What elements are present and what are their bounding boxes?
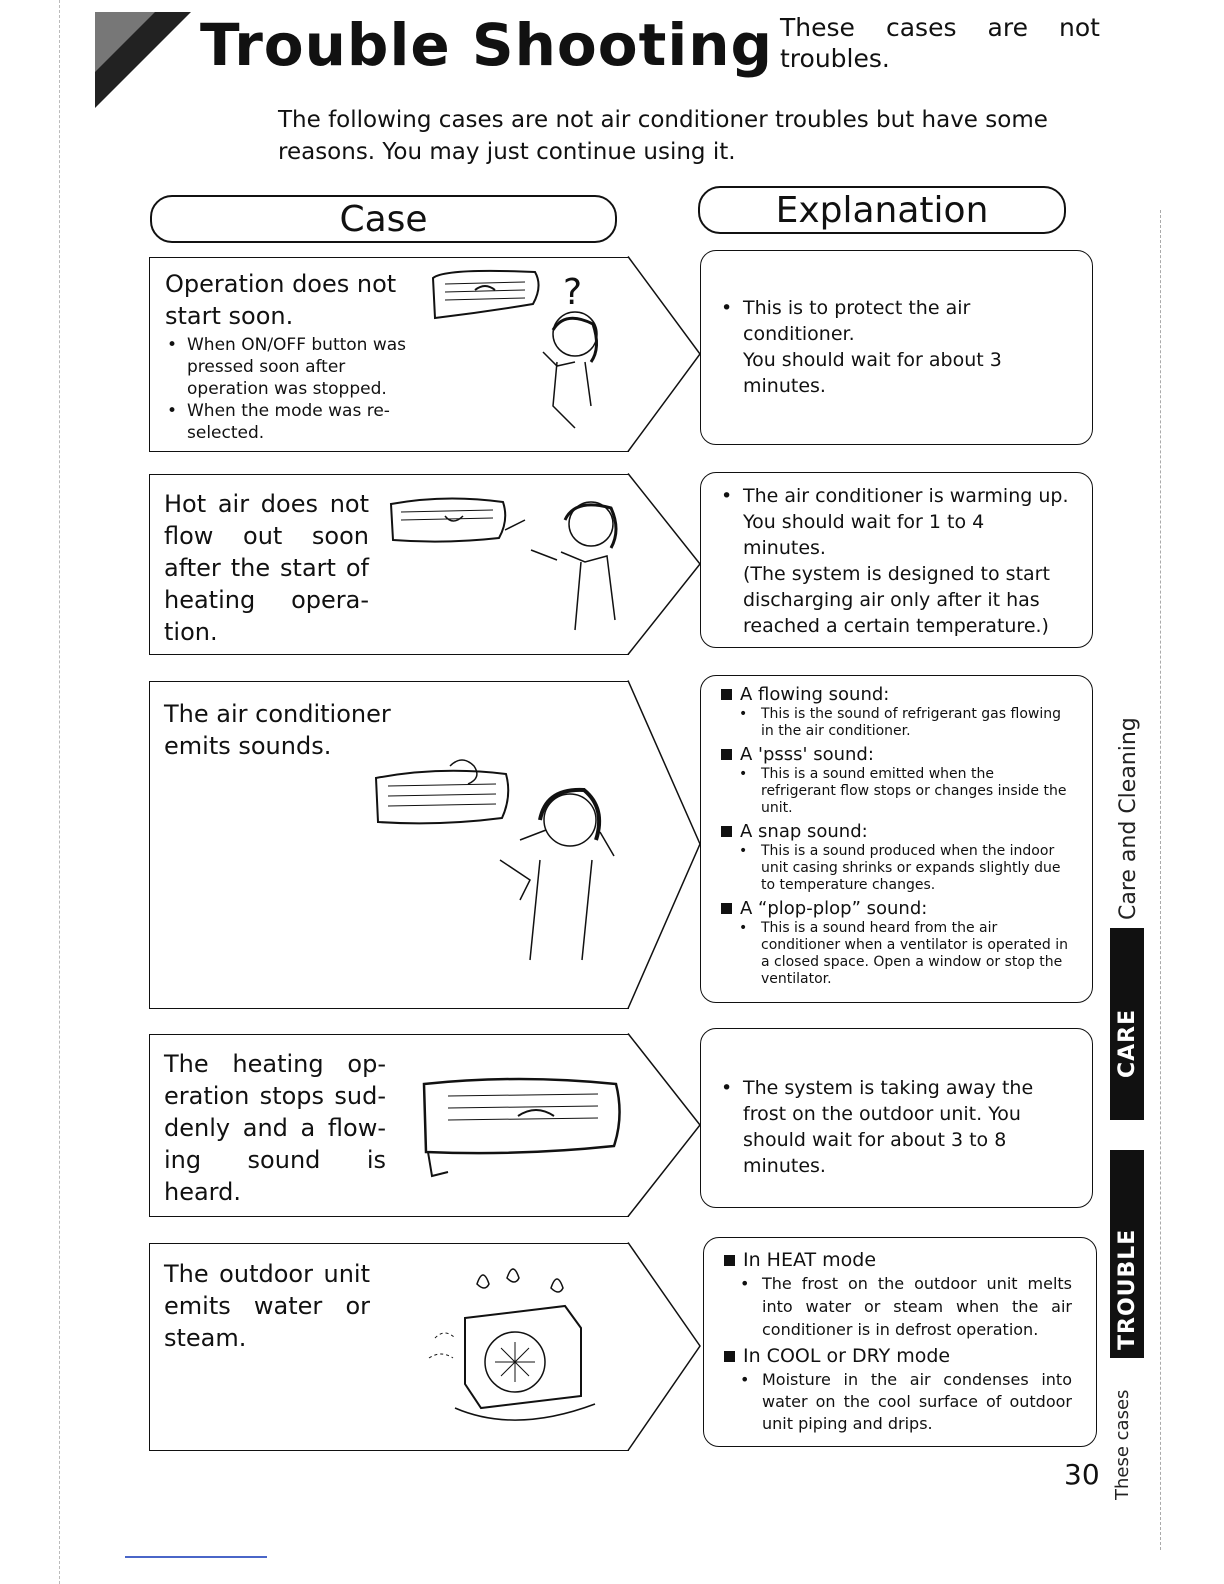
explanation-text: • The air conditioner is warming up. You should wait for 1 to 4 minutes. [721,483,1072,561]
case-title-3: The air conditioner emits sounds. [164,700,391,760]
case-title-5: The outdoor unit emits water or steam. [164,1260,370,1352]
case-text-2 [164,488,369,648]
trouble-tab-label: TROUBLE [1115,1228,1140,1350]
page-title: Trouble Shooting [200,11,774,79]
sound-item-4 [721,898,1068,988]
page-subtitle: These cases are not troubles. [780,13,1100,73]
steaming-outdoor-unit-illustration [425,1258,615,1433]
case-arrow-1 [628,256,708,452]
sound-heading: A “plop-plop” sound: [740,898,928,919]
right-edge-line [1160,210,1162,1550]
page-number: 30 [1064,1458,1100,1491]
sound-item-2 [721,744,1068,817]
case-arrow-5 [628,1242,708,1452]
sad-indoor-unit-illustration [418,1076,628,1186]
square-bullet-icon [724,1351,735,1362]
case-arrow-4 [628,1033,708,1218]
mode-text: • The frost on the outdoor unit melts into water or steam when the air conditioner is in defrost operation. [740,1272,1072,1341]
intro-text: The following cases are not air conditioner troubles but have some reasons. You may just continue using it. [278,107,1048,165]
sound-text: • This is a sound emitted when the refrigerant flow stops or changes inside the unit. [739,766,1068,817]
care-tab [1110,928,1144,1120]
case-column-header [150,195,617,243]
square-bullet-icon [721,903,732,914]
explanation-text: • This is to protect the air conditioner. [721,295,1072,347]
case-text-4 [164,1048,386,1208]
woman-covering-ears-illustration [370,760,620,970]
case-bullet: • When the mode was re-selected. [165,400,415,444]
mode-text: • Moisture in the air condenses into water on the cool surface of outdoor unit piping and drips. [740,1369,1072,1435]
footer-rule [125,1556,267,1558]
binding-edge [0,0,60,1584]
section-label: Care and Cleaning [1116,717,1141,920]
sound-heading: A 'psss' sound: [740,744,874,765]
square-bullet-icon [721,689,732,700]
corner-triangle-icon [95,12,195,112]
sound-heading: A flowing sound: [740,684,890,705]
explanation-text: You should wait for about 3 minutes. [743,349,1002,397]
case-text-3 [164,698,424,762]
case-text-5 [164,1258,370,1354]
case-title-1: Operation does not start soon. [165,270,397,330]
explanation-box-1 [700,250,1093,445]
explanation-box-3 [700,675,1093,1003]
svg-text:?: ? [563,272,583,313]
square-bullet-icon [721,749,732,760]
square-bullet-icon [724,1255,735,1266]
sound-heading: A snap sound: [740,821,868,842]
trouble-tab [1110,1150,1144,1358]
confused-woman-ac-illustration [425,266,625,436]
case-header-label: Case [339,199,428,240]
case-bullet: • When ON/OFF button was pressed soon after operation was stopped. [165,334,415,400]
explanation-text: • The system is taking away the frost on the outdoor unit. You should wait for about 3 to 8 minutes. [721,1075,1072,1179]
case-arrow-3 [628,680,708,1010]
case-bullets-1 [165,334,415,444]
explanation-box-5 [703,1237,1097,1447]
case-title-2: Hot air does not flow out soon after the start of heating opera-tion. [164,490,369,646]
explanation-box-2 [700,472,1093,648]
care-tab-label: CARE [1115,1008,1140,1078]
explanation-box-4 [700,1028,1093,1208]
sound-text: • This is a sound heard from the air conditioner when a ventilator is operated in a closed space. Open a window or stop the ventilator. [739,920,1068,988]
explanation-column-header [698,186,1066,234]
mode-item-1 [724,1248,1072,1341]
mode-item-2 [724,1343,1072,1435]
case-text-1 [165,268,415,444]
mode-heading: In HEAT mode [743,1249,877,1271]
sound-item-3 [721,821,1068,894]
woman-heating-ac-illustration [385,490,625,640]
mode-heading: In COOL or DRY mode [743,1345,951,1367]
explanation-header-label: Explanation [775,190,989,231]
case-arrow-2 [628,473,708,655]
explanation-text: (The system is designed to start discharging air only after it has reached a certain temperature.) [743,563,1050,637]
case-title-4: The heating op-eration stops sud-denly and a flow-ing sound is heard. [164,1050,386,1206]
these-cases-label: These cases [1112,1389,1133,1500]
sound-text: • This is the sound of refrigerant gas flowing in the air conditioner. [739,706,1068,740]
sound-item-1 [721,684,1068,740]
square-bullet-icon [721,826,732,837]
sound-text: • This is a sound produced when the indoor unit casing shrinks or expands slightly due to temperature changes. [739,843,1068,894]
